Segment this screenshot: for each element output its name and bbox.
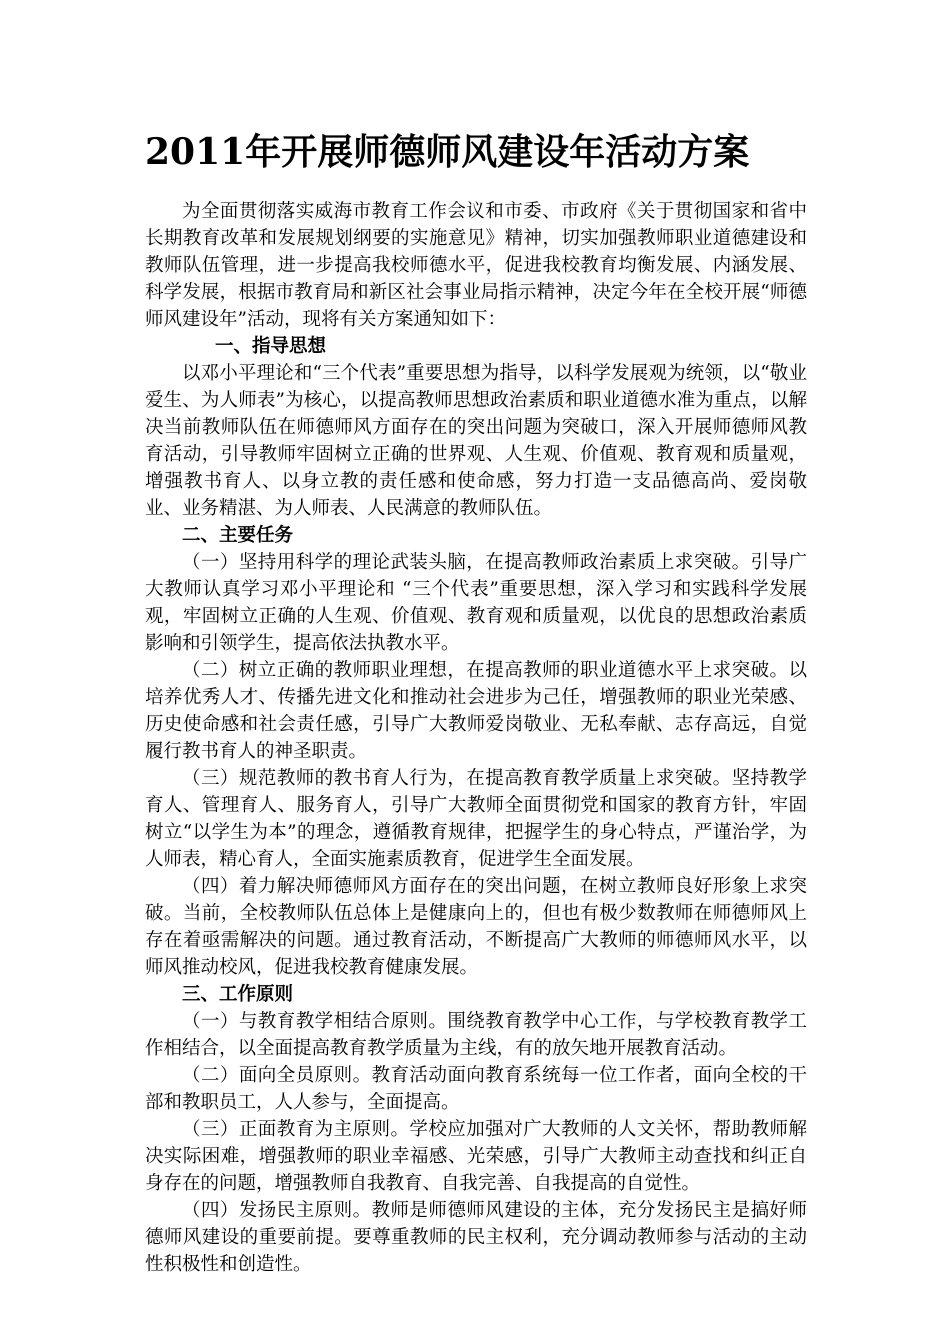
- section3-paragraph-1: （一）与教育教学相结合原则。围绕教育教学中心工作，与学校教育教学工作相结合，以全面提高教育教学质量为主线，有的放矢地开展教育活动。: [145, 1011, 807, 1059]
- section2-paragraph-4: （四）着力解决师德师风方面存在的突出问题，在树立教师良好形象上求突破。当前，全校教师队伍总体上是健康向上的，但也有极少数教师在师德师风上存在着亟需解决的问题。通过教育活动，不断提高广大教师的师德师风水平，以师风推动校风，促进我校教育健康发展。: [145, 876, 807, 978]
- section-heading-main-tasks: 二、主要任务: [182, 525, 294, 546]
- section2-paragraph-3: （三）规范教师的教书育人行为，在提高教育教学质量上求突破。坚持教学育人、管理育人、服务育人，引导广大教师全面贯彻党和国家的教育方针，牢固树立“以学生为本”的理念，遵循教育规律，把握学生的身心特点，严谨治学，为人师表，精心育人，全面实施素质教育，促进学生全面发展。: [145, 768, 807, 870]
- section-heading-work-principles: 三、工作原则: [182, 984, 294, 1005]
- section3-paragraph-2: （二）面向全员原则。教育活动面向教育系统每一位工作者，面向全校的干部和教职员工，人人参与，全面提高。: [145, 1065, 807, 1113]
- document-body: [145, 198, 807, 1278]
- section2-paragraph-2: （二）树立正确的教师职业理想，在提高教师的职业道德水平上求突破。以培养优秀人才、传播先进文化和推动社会进步为己任，增强教师的职业光荣感、历史使命感和社会责任感，引导广大教师爱岗敬业、无私奉献、志存高远，自觉履行教书育人的神圣职责。: [145, 660, 807, 762]
- section1-paragraph: 以邓小平理论和“三个代表”重要思想为指导，以科学发展观为统领，以“敬业爱生、为人师表”为核心，以提高教师思想政治素质和职业道德水准为重点，以解决当前教师队伍在师德师风方面存在的突出问题为突破口，深入开展师德师风教育活动，引导教师牢固树立正确的世界观、人生观、价值观、教育观和质量观，增强教书育人、以身立教的责任感和使命感，努力打造一支品德高尚、爱岗敬业、业务精湛、为人师表、人民满意的教师队伍。: [145, 363, 807, 519]
- section3-paragraph-4: （四）发扬民主原则。教师是师德师风建设的主体，充分发扬民主是搞好师德师风建设的重要前提。要尊重教师的民主权利，充分调动教师参与活动的主动性积极性和创造性。: [145, 1200, 807, 1275]
- document-title: 2011年开展师德师风建设年活动方案: [145, 131, 750, 173]
- section3-paragraph-3: （三）正面教育为主原则。学校应加强对广大教师的人文关怀，帮助教师解决实际困难，增强教师的职业幸福感、光荣感，引导广大教师主动查找和纠正自身存在的问题，增强教师自我教育、自我完善、自我提高的自觉性。: [145, 1119, 807, 1194]
- section-heading-guiding-ideology: 一、指导思想: [215, 336, 327, 357]
- intro-paragraph: 为全面贯彻落实威海市教育工作会议和市委、市政府《关于贯彻国家和省中长期教育改革和发展规划纲要的实施意见》精神，切实加强教师职业道德建设和教师队伍管理，进一步提高我校师德水平，促进我校教育均衡发展、内涵发展、科学发展，根据市教育局和新区社会事业局指示精神，决定今年在全校开展“师德师风建设年”活动，现将有关方案通知如下：: [145, 201, 807, 330]
- section2-paragraph-1: （一）坚持用科学的理论武装头脑，在提高教师政治素质上求突破。引导广大教师认真学习邓小平理论和 “三个代表”重要思想，深入学习和实践科学发展观，牢固树立正确的人生观、价值观、教育观和质量观，以优良的思想政治素质影响和引领学生，提高依法执教水平。: [145, 552, 807, 654]
